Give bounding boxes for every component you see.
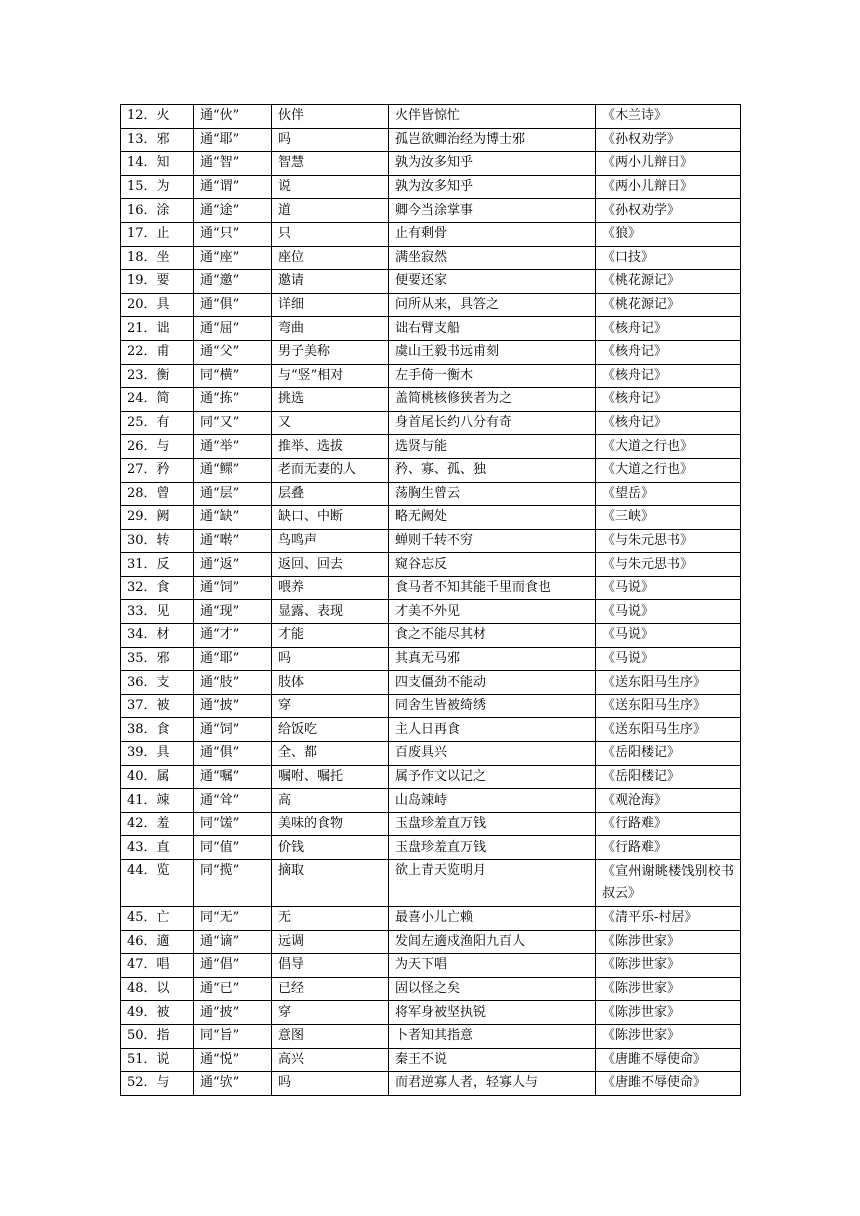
row-number-char: 15．为 — [121, 175, 194, 199]
source-cell: 《岳阳楼记》 — [596, 765, 741, 789]
table-row — [121, 435, 741, 459]
row-number-char: 48．以 — [121, 977, 194, 1001]
table-row — [121, 1072, 741, 1096]
source-cell: 《三峡》 — [596, 506, 741, 530]
example-sentence-cell: 食马者不知其能千里而食也 — [389, 576, 596, 600]
source-cell: 《马说》 — [596, 576, 741, 600]
meaning-cell: 全、都 — [272, 742, 389, 766]
relation-cell: 通“饲” — [194, 576, 272, 600]
relation-cell: 同“值” — [194, 836, 272, 860]
example-sentence-cell: 荡胸生曾云 — [389, 482, 596, 506]
source-cell: 《陈涉世家》 — [596, 1001, 741, 1025]
row-number-char: 45．亡 — [121, 907, 194, 931]
source-cell: 《送东阳马生序》 — [596, 694, 741, 718]
row-number-char: 43．直 — [121, 836, 194, 860]
source-cell: 《马说》 — [596, 600, 741, 624]
example-sentence-cell: 虞山王毅书远甫刻 — [389, 340, 596, 364]
row-number-char: 14．知 — [121, 152, 194, 176]
example-sentence-cell: 孤岂欲卿治经为博士邪 — [389, 128, 596, 152]
example-sentence-cell: 百废具兴 — [389, 742, 596, 766]
relation-cell: 通“耶” — [194, 128, 272, 152]
example-sentence-cell: 山岛竦峙 — [389, 789, 596, 813]
meaning-cell: 与“竖”相对 — [272, 364, 389, 388]
table-row — [121, 718, 741, 742]
row-number-char: 13．邪 — [121, 128, 194, 152]
table-row — [121, 789, 741, 813]
relation-cell: 通“俱” — [194, 742, 272, 766]
relation-cell: 通“谪” — [194, 930, 272, 954]
table-row — [121, 860, 741, 907]
source-cell: 《核舟记》 — [596, 388, 741, 412]
source-cell: 《唐雎不辱使命》 — [596, 1048, 741, 1072]
meaning-cell: 道 — [272, 199, 389, 223]
meaning-cell: 只 — [272, 222, 389, 246]
source-cell: 《行路难》 — [596, 812, 741, 836]
row-number-char: 21．诎 — [121, 317, 194, 341]
row-number-char: 19．要 — [121, 270, 194, 294]
meaning-cell: 男子美称 — [272, 340, 389, 364]
source-cell: 《孙权劝学》 — [596, 199, 741, 223]
source-cell: 《岳阳楼记》 — [596, 742, 741, 766]
table-row — [121, 553, 741, 577]
source-cell: 《核舟记》 — [596, 340, 741, 364]
example-sentence-cell: 将军身被坚执锐 — [389, 1001, 596, 1025]
meaning-cell: 穿 — [272, 694, 389, 718]
row-number-char: 50．指 — [121, 1024, 194, 1048]
table-row — [121, 671, 741, 695]
example-sentence-cell: 身首尾长约八分有奇 — [389, 411, 596, 435]
table-row — [121, 152, 741, 176]
table-row — [121, 977, 741, 1001]
relation-cell: 通“智” — [194, 152, 272, 176]
relation-cell: 通“已” — [194, 977, 272, 1001]
table-row — [121, 1048, 741, 1072]
row-number-char: 40．属 — [121, 765, 194, 789]
meaning-cell: 返回、回去 — [272, 553, 389, 577]
row-number-char: 29．阙 — [121, 506, 194, 530]
table-row — [121, 1001, 741, 1025]
example-sentence-cell: 玉盘珍羞直万钱 — [389, 836, 596, 860]
row-number-char: 39．具 — [121, 742, 194, 766]
meaning-cell: 鸟鸣声 — [272, 529, 389, 553]
relation-cell: 同“馐” — [194, 812, 272, 836]
table-row — [121, 270, 741, 294]
row-number-char: 32．食 — [121, 576, 194, 600]
row-number-char: 49．被 — [121, 1001, 194, 1025]
meaning-cell: 才能 — [272, 624, 389, 648]
table-row — [121, 482, 741, 506]
source-cell: 《送东阳马生序》 — [596, 671, 741, 695]
table-row — [121, 576, 741, 600]
relation-cell: 通“悦” — [194, 1048, 272, 1072]
meaning-cell: 嘱咐、嘱托 — [272, 765, 389, 789]
relation-cell: 通“途” — [194, 199, 272, 223]
table-row — [121, 694, 741, 718]
table-row — [121, 812, 741, 836]
row-number-char: 22．甫 — [121, 340, 194, 364]
meaning-cell: 吗 — [272, 128, 389, 152]
source-cell: 《与朱元思书》 — [596, 553, 741, 577]
relation-cell: 通“缺” — [194, 506, 272, 530]
table-row — [121, 765, 741, 789]
relation-cell: 通“屈” — [194, 317, 272, 341]
meaning-cell: 美味的食物 — [272, 812, 389, 836]
relation-cell: 通“披” — [194, 694, 272, 718]
source-cell: 《陈涉世家》 — [596, 954, 741, 978]
table-row — [121, 340, 741, 364]
source-cell: 《两小儿辩日》 — [596, 175, 741, 199]
meaning-cell: 又 — [272, 411, 389, 435]
source-cell: 《望岳》 — [596, 482, 741, 506]
row-number-char: 27．矜 — [121, 458, 194, 482]
table-row — [121, 529, 741, 553]
meaning-cell: 层叠 — [272, 482, 389, 506]
example-sentence-cell: 而君逆寡人者，轻寡人与 — [389, 1072, 596, 1096]
row-number-char: 46．適 — [121, 930, 194, 954]
source-cell: 《陈涉世家》 — [596, 930, 741, 954]
source-cell: 《宣州谢眺楼饯别校书叔云》 — [596, 860, 741, 907]
row-number-char: 26．与 — [121, 435, 194, 459]
example-sentence-cell: 便要还家 — [389, 270, 596, 294]
example-sentence-cell: 矜、寡、孤、独 — [389, 458, 596, 482]
source-cell: 《核舟记》 — [596, 411, 741, 435]
row-number-char: 12．火 — [121, 105, 194, 129]
row-number-char: 37．被 — [121, 694, 194, 718]
table-row — [121, 199, 741, 223]
row-number-char: 17．止 — [121, 222, 194, 246]
meaning-cell: 意图 — [272, 1024, 389, 1048]
source-cell: 《孙权劝学》 — [596, 128, 741, 152]
meaning-cell: 已经 — [272, 977, 389, 1001]
source-cell: 《行路难》 — [596, 836, 741, 860]
row-number-char: 44．览 — [121, 860, 194, 907]
example-sentence-cell: 孰为汝多知乎 — [389, 175, 596, 199]
source-cell: 《口技》 — [596, 246, 741, 270]
table-row — [121, 105, 741, 129]
meaning-cell: 智慧 — [272, 152, 389, 176]
table-body — [121, 105, 741, 1096]
relation-cell: 通“座” — [194, 246, 272, 270]
example-sentence-cell: 选贤与能 — [389, 435, 596, 459]
example-sentence-cell: 最喜小儿亡赖 — [389, 907, 596, 931]
table-row — [121, 742, 741, 766]
meaning-cell: 穿 — [272, 1001, 389, 1025]
row-number-char: 18．坐 — [121, 246, 194, 270]
row-number-char: 52．与 — [121, 1072, 194, 1096]
source-cell: 《核舟记》 — [596, 364, 741, 388]
source-cell: 《陈涉世家》 — [596, 977, 741, 1001]
table-row — [121, 388, 741, 412]
relation-cell: 通“拣” — [194, 388, 272, 412]
relation-cell: 通“肢” — [194, 671, 272, 695]
example-sentence-cell: 左手倚一衡木 — [389, 364, 596, 388]
source-cell: 《观沧海》 — [596, 789, 741, 813]
example-sentence-cell: 欲上青天览明月 — [389, 860, 596, 907]
source-cell: 《狼》 — [596, 222, 741, 246]
meaning-cell: 邀请 — [272, 270, 389, 294]
meaning-cell: 给饭吃 — [272, 718, 389, 742]
relation-cell: 通“返” — [194, 553, 272, 577]
table-row — [121, 222, 741, 246]
table-row — [121, 506, 741, 530]
source-cell: 《木兰诗》 — [596, 105, 741, 129]
example-sentence-cell: 略无阙处 — [389, 506, 596, 530]
relation-cell: 通“现” — [194, 600, 272, 624]
relation-cell: 通“只” — [194, 222, 272, 246]
meaning-cell: 推举、选拔 — [272, 435, 389, 459]
relation-cell: 通“举” — [194, 435, 272, 459]
meaning-cell: 摘取 — [272, 860, 389, 907]
row-number-char: 20．具 — [121, 293, 194, 317]
meaning-cell: 价钱 — [272, 836, 389, 860]
meaning-cell: 高 — [272, 789, 389, 813]
meaning-cell: 高兴 — [272, 1048, 389, 1072]
meaning-cell: 显露、表现 — [272, 600, 389, 624]
relation-cell: 通“父” — [194, 340, 272, 364]
relation-cell: 通“饲” — [194, 718, 272, 742]
meaning-cell: 远调 — [272, 930, 389, 954]
source-cell: 《唐雎不辱使命》 — [596, 1072, 741, 1096]
example-sentence-cell: 火伴皆惊忙 — [389, 105, 596, 129]
source-cell: 《桃花源记》 — [596, 293, 741, 317]
row-number-char: 16．涂 — [121, 199, 194, 223]
relation-cell: 同“横” — [194, 364, 272, 388]
table-row — [121, 317, 741, 341]
row-number-char: 34．材 — [121, 624, 194, 648]
example-sentence-cell: 止有剩骨 — [389, 222, 596, 246]
example-sentence-cell: 属予作文以记之 — [389, 765, 596, 789]
relation-cell: 通“披” — [194, 1001, 272, 1025]
source-cell: 《陈涉世家》 — [596, 1024, 741, 1048]
table-row — [121, 175, 741, 199]
meaning-cell: 座位 — [272, 246, 389, 270]
meaning-cell: 吗 — [272, 1072, 389, 1096]
tongjiazi-table — [120, 104, 741, 1096]
source-cell: 《马说》 — [596, 624, 741, 648]
source-cell: 《送东阳马生序》 — [596, 718, 741, 742]
example-sentence-cell: 满坐寂然 — [389, 246, 596, 270]
example-sentence-cell: 玉盘珍羞直万钱 — [389, 812, 596, 836]
meaning-cell: 详细 — [272, 293, 389, 317]
table-row — [121, 1024, 741, 1048]
relation-cell: 通“啭” — [194, 529, 272, 553]
relation-cell: 通“耶” — [194, 647, 272, 671]
relation-cell: 通“谓” — [194, 175, 272, 199]
row-number-char: 28．曾 — [121, 482, 194, 506]
source-cell: 《核舟记》 — [596, 317, 741, 341]
example-sentence-cell: 孰为汝多知乎 — [389, 152, 596, 176]
example-sentence-cell: 发闾左適戍渔阳九百人 — [389, 930, 596, 954]
source-cell: 《桃花源记》 — [596, 270, 741, 294]
row-number-char: 47．唱 — [121, 954, 194, 978]
table-row — [121, 364, 741, 388]
relation-cell: 通“鳏” — [194, 458, 272, 482]
meaning-cell: 无 — [272, 907, 389, 931]
meaning-cell: 老而无妻的人 — [272, 458, 389, 482]
example-sentence-cell: 才美不外见 — [389, 600, 596, 624]
row-number-char: 35．邪 — [121, 647, 194, 671]
row-number-char: 51．说 — [121, 1048, 194, 1072]
example-sentence-cell: 同舍生皆被绮绣 — [389, 694, 596, 718]
table-row — [121, 954, 741, 978]
source-cell: 《两小儿辩日》 — [596, 152, 741, 176]
meaning-cell: 肢体 — [272, 671, 389, 695]
relation-cell: 同“无” — [194, 907, 272, 931]
meaning-cell: 挑选 — [272, 388, 389, 412]
meaning-cell: 弯曲 — [272, 317, 389, 341]
table-row — [121, 411, 741, 435]
meaning-cell: 吗 — [272, 647, 389, 671]
relation-cell: 同“旨” — [194, 1024, 272, 1048]
meaning-cell: 说 — [272, 175, 389, 199]
table-row — [121, 836, 741, 860]
table-row — [121, 128, 741, 152]
relation-cell: 通“嘱” — [194, 765, 272, 789]
relation-cell: 同“揽” — [194, 860, 272, 907]
table-row — [121, 930, 741, 954]
row-number-char: 41．竦 — [121, 789, 194, 813]
source-cell: 《大道之行也》 — [596, 458, 741, 482]
example-sentence-cell: 主人日再食 — [389, 718, 596, 742]
example-sentence-cell: 蝉则千转不穷 — [389, 529, 596, 553]
source-cell: 《与朱元思书》 — [596, 529, 741, 553]
example-sentence-cell: 问所从来，具答之 — [389, 293, 596, 317]
row-number-char: 24．简 — [121, 388, 194, 412]
example-sentence-cell: 卜者知其指意 — [389, 1024, 596, 1048]
meaning-cell: 倡导 — [272, 954, 389, 978]
relation-cell: 通“倡” — [194, 954, 272, 978]
relation-cell: 通“耸” — [194, 789, 272, 813]
source-cell: 《大道之行也》 — [596, 435, 741, 459]
table-row — [121, 600, 741, 624]
row-number-char: 23．衡 — [121, 364, 194, 388]
row-number-char: 36．支 — [121, 671, 194, 695]
example-sentence-cell: 盖简桃核修狭者为之 — [389, 388, 596, 412]
example-sentence-cell: 四支僵劲不能动 — [389, 671, 596, 695]
row-number-char: 25．有 — [121, 411, 194, 435]
relation-cell: 同“又” — [194, 411, 272, 435]
meaning-cell: 缺口、中断 — [272, 506, 389, 530]
example-sentence-cell: 窥谷忘反 — [389, 553, 596, 577]
source-cell: 《清平乐-村居》 — [596, 907, 741, 931]
relation-cell: 通“层” — [194, 482, 272, 506]
relation-cell: 通“伙” — [194, 105, 272, 129]
table-row — [121, 624, 741, 648]
table-row — [121, 458, 741, 482]
example-sentence-cell: 秦王不说 — [389, 1048, 596, 1072]
table-row — [121, 647, 741, 671]
example-sentence-cell: 固以怪之矣 — [389, 977, 596, 1001]
relation-cell: 通“才” — [194, 624, 272, 648]
relation-cell: 通“俱” — [194, 293, 272, 317]
meaning-cell: 喂养 — [272, 576, 389, 600]
example-sentence-cell: 食之不能尽其材 — [389, 624, 596, 648]
row-number-char: 31．反 — [121, 553, 194, 577]
example-sentence-cell: 其真无马邪 — [389, 647, 596, 671]
table-row — [121, 293, 741, 317]
row-number-char: 38．食 — [121, 718, 194, 742]
row-number-char: 33．见 — [121, 600, 194, 624]
source-cell: 《马说》 — [596, 647, 741, 671]
table-row — [121, 246, 741, 270]
example-sentence-cell: 卿今当涂掌事 — [389, 199, 596, 223]
row-number-char: 42．羞 — [121, 812, 194, 836]
example-sentence-cell: 为天下唱 — [389, 954, 596, 978]
row-number-char: 30．转 — [121, 529, 194, 553]
table-row — [121, 907, 741, 931]
relation-cell: 通“欤” — [194, 1072, 272, 1096]
relation-cell: 通“邀” — [194, 270, 272, 294]
meaning-cell: 伙伴 — [272, 105, 389, 129]
example-sentence-cell: 诎右臂支船 — [389, 317, 596, 341]
